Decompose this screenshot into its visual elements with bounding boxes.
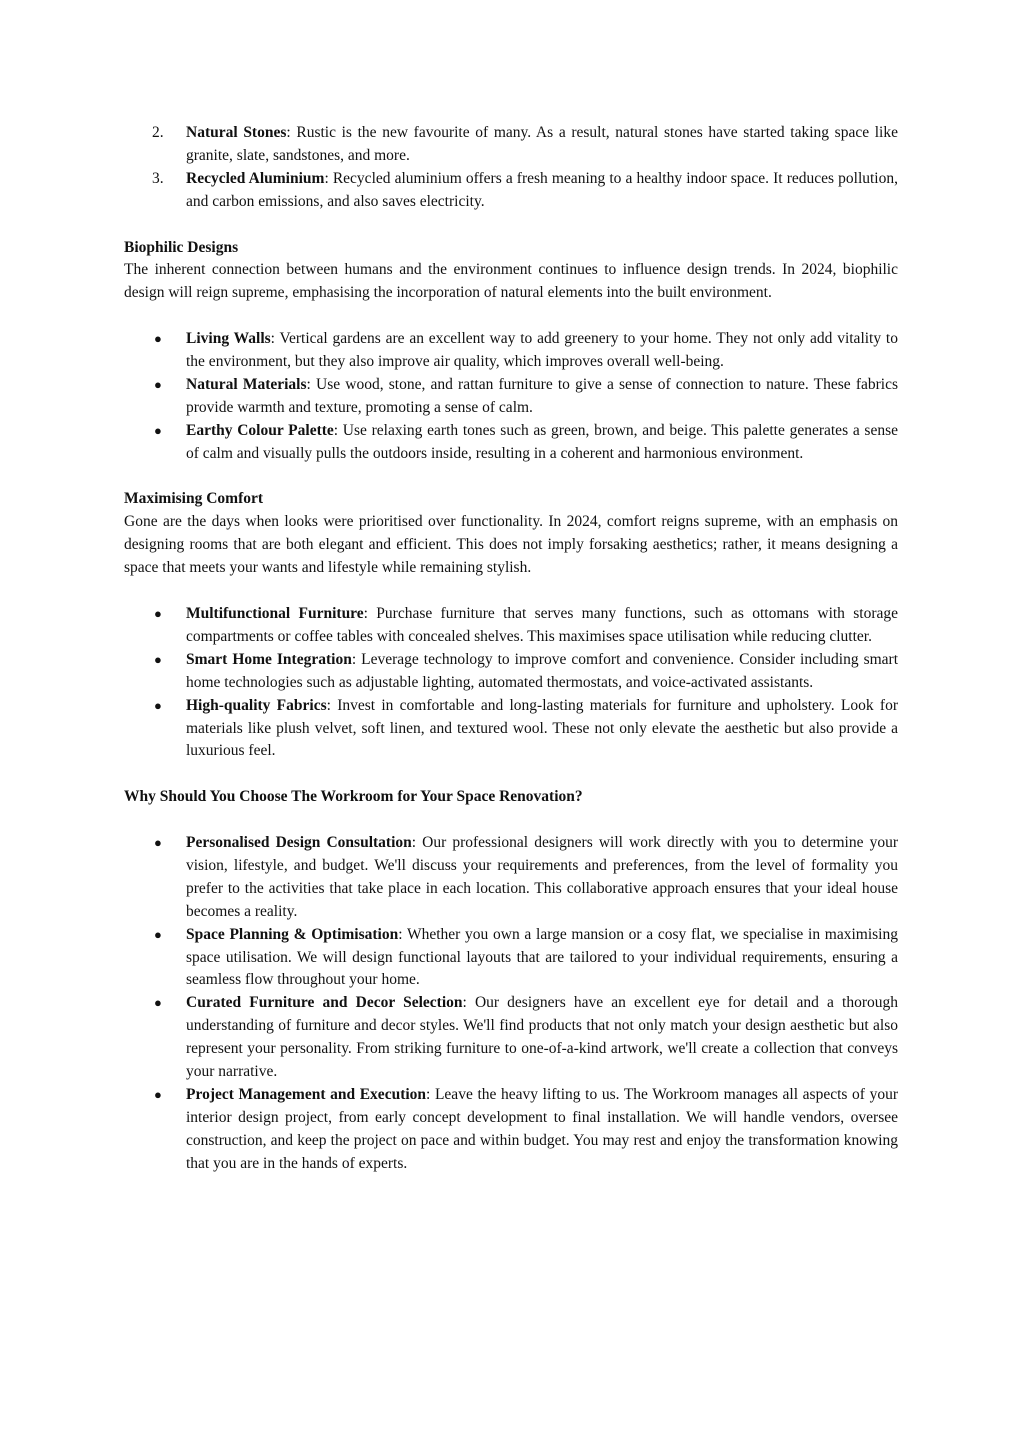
list-item-term: Natural Stones	[186, 124, 287, 141]
spacer	[124, 466, 898, 489]
list-item	[124, 695, 898, 764]
list-item-term: Natural Materials	[186, 375, 307, 393]
document-page	[124, 122, 898, 1176]
list-item	[124, 122, 898, 168]
section-intro: Gone are the days when looks were prioritised over functionality. In 2024, comfort reigns supreme, with an emphasis on designing rooms that are both elegant and efficient. This does not imply forsaking aesthetics; rather, it means designing a space that meets your wants and lifestyle while remaining stylish.	[124, 513, 898, 577]
list-item-text: : Purchase furniture that serves many functions, such as ottomans with storage compartments or coffee tables with concealed shelves. This maximises space utilisation while reducing clutter.	[186, 604, 898, 645]
section-why-choose-workroom	[124, 786, 898, 1175]
list-item	[124, 420, 898, 466]
section-heading: Biophilic Designs	[124, 238, 239, 256]
spacer	[124, 305, 898, 328]
list-item	[124, 374, 898, 420]
list-item-term: Multifunctional Furniture	[186, 604, 364, 622]
list-item-text: : Rustic is the new favourite of many. As a result, natural stones have started taking space like granite, slate, sandstones, and more.	[186, 124, 898, 164]
list-item	[124, 603, 898, 649]
spacer	[124, 580, 898, 603]
list-item-term: Recycled Aluminium	[186, 169, 325, 187]
bullet-list	[124, 832, 898, 1176]
list-item-text: : Leave the heavy lifting to us. The Workroom manages all aspects of your interior design project, from early concept development to final installation. We will handle vendors, oversee construction, and keep the project on pace and within budget. You may rest and enjoy the transformation knowing that you are in the hands of experts.	[186, 1085, 898, 1172]
bullet-icon: ●	[154, 697, 162, 713]
list-item	[124, 649, 898, 695]
spacer	[124, 763, 898, 786]
list-item	[124, 1084, 898, 1176]
list-item	[124, 992, 898, 1084]
section-maximising-comfort	[124, 488, 898, 763]
list-item-term: High-quality Fabrics	[186, 696, 327, 714]
list-item-text: : Our designers have an excellent eye for detail and a thorough understanding of furniture and decor styles. We'll find products that not only match your design aesthetic but also represent your personality. From striking furniture to one-of-a-kind artwork, we'll create a collection that conveys your narrative.	[186, 994, 898, 1081]
list-item	[124, 328, 898, 374]
list-item	[124, 168, 898, 214]
list-item-text: : Use wood, stone, and rattan furniture to give a sense of connection to nature. These fabrics provide warmth and texture, promoting a sense of calm.	[186, 375, 899, 416]
list-number: 3.	[152, 169, 164, 187]
list-item-text: : Whether you own a large mansion or a cosy flat, we specialise in maximising space utilisation. We will design functional layouts that are tailored to your individual requirements, ensuring a seamless flow throughout your home.	[186, 925, 898, 989]
bullet-icon: ●	[154, 995, 162, 1011]
spacer	[124, 809, 898, 832]
list-item-term: Smart Home Integration	[186, 650, 352, 668]
numbered-list	[124, 122, 898, 214]
list-item-text: : Invest in comfortable and long-lasting materials for furniture and upholstery. Look for materials like plush velvet, soft linen, and textured wool. These not only elevate the aesthetic but also provide a luxurious feel.	[186, 696, 898, 760]
bullet-icon: ●	[154, 376, 162, 392]
list-item-text: : Our professional designers will work directly with you to determine your vision, lifestyle, and budget. We'll discuss your requirements and preferences, from the level of formality you prefer to the activities that take place in each location. This collaborative approach ensures that your ideal house becomes a reality.	[186, 834, 898, 920]
list-item-term: Personalised Design Consultation	[186, 834, 412, 851]
bullet-icon: ●	[154, 1086, 162, 1102]
list-item-text: : Leverage technology to improve comfort and convenience. Consider including smart home technologies such as adjustable lighting, automated thermostats, and voice-activated assistants.	[186, 650, 899, 691]
list-item-term: Project Management and Execution	[186, 1085, 427, 1103]
list-item	[124, 924, 898, 993]
list-item-term: Earthy Colour Palette	[186, 421, 334, 439]
list-item-text: : Use relaxing earth tones such as green, brown, and beige. This palette generates a sense of calm and visually pulls the outdoors inside, resulting in a coherent and harmonious environment.	[186, 421, 898, 462]
bullet-icon: ●	[154, 422, 162, 438]
list-item-term: Living Walls	[186, 330, 271, 348]
section-intro: The inherent connection between humans and the environment continues to influence design trends. In 2024, biophilic design will reign supreme, emphasising the incorporation of natural elements into the built environment.	[124, 261, 898, 302]
spacer	[124, 214, 898, 237]
bullet-icon: ●	[154, 331, 162, 347]
list-item-term: Curated Furniture and Decor Selection	[186, 994, 463, 1012]
bullet-icon: ●	[154, 605, 162, 621]
bullet-icon: ●	[154, 926, 162, 942]
section-heading: Why Should You Choose The Workroom for Your Space Renovation?	[124, 788, 583, 806]
list-item	[124, 832, 898, 924]
bullet-list	[124, 603, 898, 763]
list-number: 2.	[152, 124, 164, 141]
section-heading: Maximising Comfort	[124, 490, 264, 508]
bullet-icon: ●	[154, 835, 162, 850]
section-biophilic-designs	[124, 237, 898, 466]
bullet-list	[124, 328, 898, 465]
list-item-text: : Recycled aluminium offers a fresh meaning to a healthy indoor space. It reduces pollution, and carbon emissions, and also saves electricity.	[186, 169, 898, 210]
list-item-term: Space Planning & Optimisation	[186, 925, 399, 943]
list-item-text: : Vertical gardens are an excellent way to add greenery to your home. They not only add vitality to the environment, but they also improve air quality, which improves overall well-being.	[186, 330, 898, 371]
bullet-icon: ●	[154, 651, 162, 667]
